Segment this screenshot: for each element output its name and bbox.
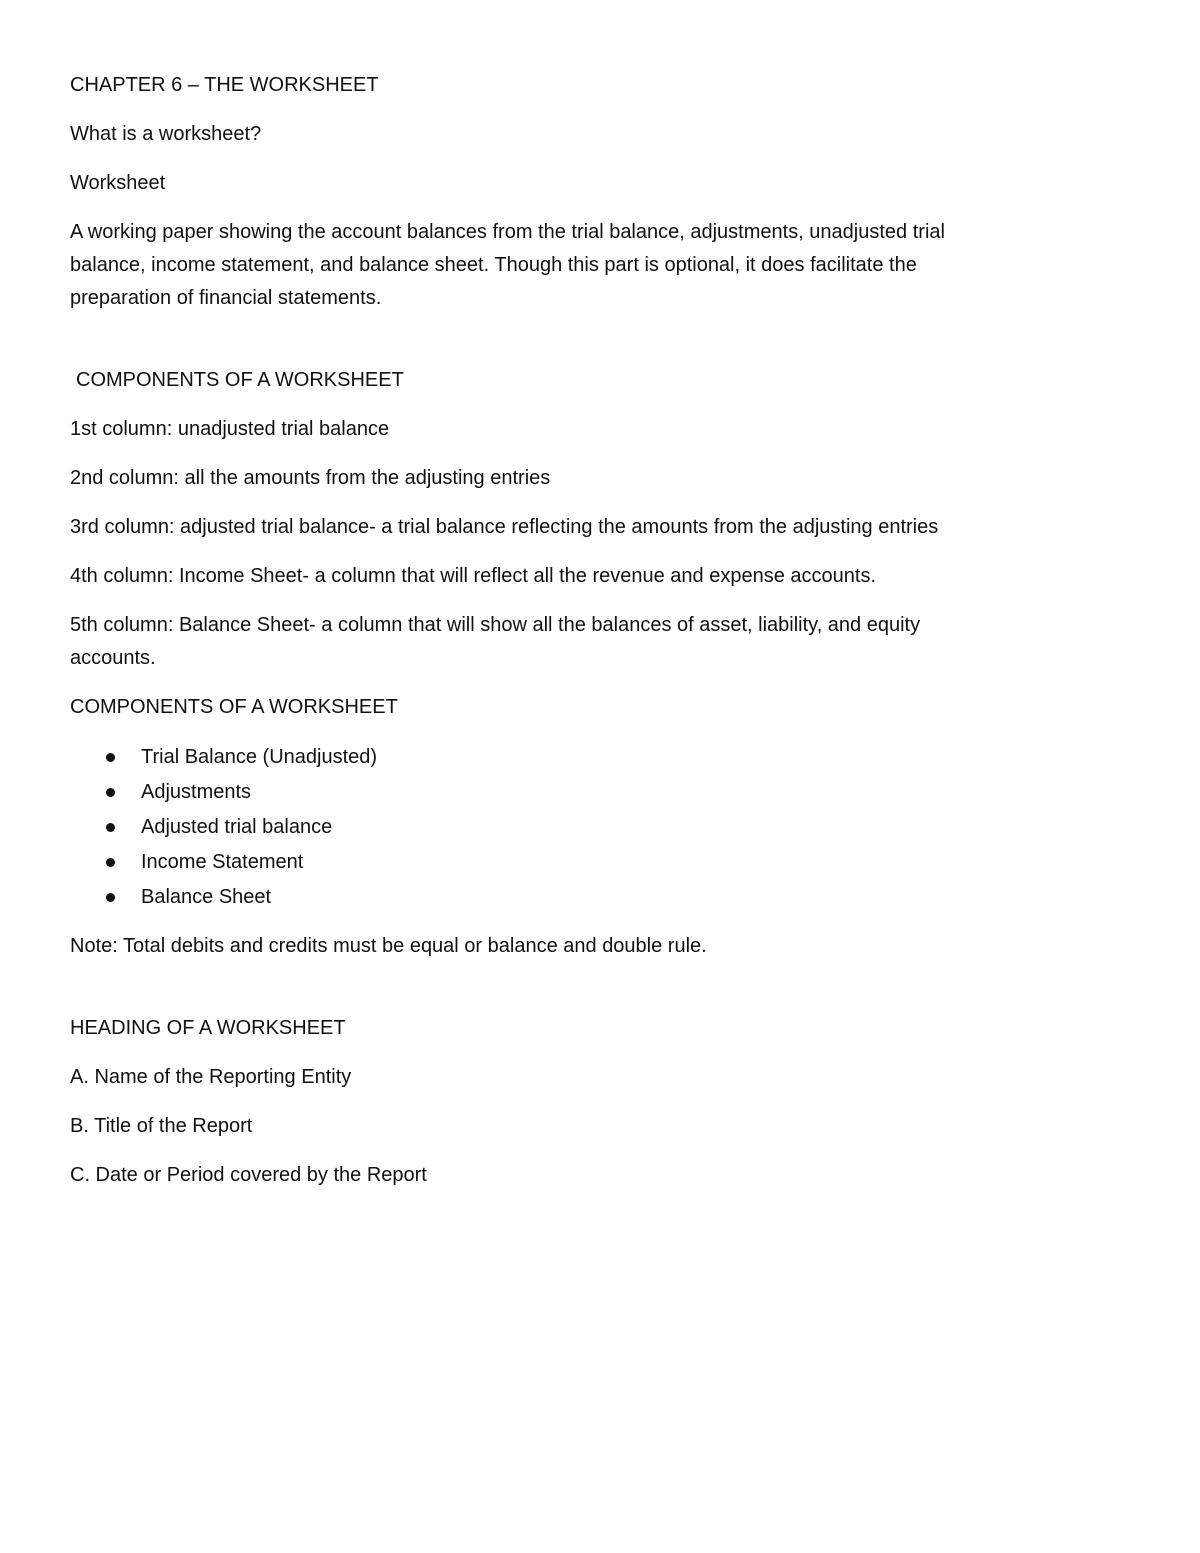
heading-item-c: C. Date or Period covered by the Report xyxy=(70,1164,427,1186)
question-text: What is a worksheet? xyxy=(70,123,262,145)
column-item-5 xyxy=(70,609,1130,675)
column-item-4: 4th column: Income Sheet- a column that will reflect all the revenue and expense accounts. xyxy=(70,565,877,587)
document-page xyxy=(70,69,1130,1208)
heading-item-b: B. Title of the Report xyxy=(70,1115,253,1137)
definition-paragraph xyxy=(70,216,1130,315)
bullet-item: Adjustments xyxy=(70,775,1130,810)
definition-line: balance, income statement, and balance sheet. Though this part is optional, it does facilitate the xyxy=(70,254,917,276)
term-label: Worksheet xyxy=(70,172,166,194)
column-item-1: 1st column: unadjusted trial balance xyxy=(70,418,390,440)
heading-section-title: HEADING OF A WORKSHEET xyxy=(70,1017,346,1039)
components-heading: COMPONENTS OF A WORKSHEET xyxy=(76,369,404,391)
definition-line: A working paper showing the account balances from the trial balance, adjustments, unadjusted trial xyxy=(70,221,945,243)
column-item-5-line: accounts. xyxy=(70,647,156,669)
column-item-3: 3rd column: adjusted trial balance- a trial balance reflecting the amounts from the adjusting entries xyxy=(70,516,939,538)
heading-item-a: A. Name of the Reporting Entity xyxy=(70,1066,352,1088)
bullet-item: Trial Balance (Unadjusted) xyxy=(70,740,1130,775)
bullet-item: Income Statement xyxy=(70,845,1130,880)
note-text: Note: Total debits and credits must be equal or balance and double rule. xyxy=(70,935,707,957)
column-item-2: 2nd column: all the amounts from the adjusting entries xyxy=(70,467,551,489)
bullet-item: Balance Sheet xyxy=(70,880,1130,915)
components-heading-2: COMPONENTS OF A WORKSHEET xyxy=(70,696,398,718)
definition-line: preparation of financial statements. xyxy=(70,287,382,309)
components-bullet-list xyxy=(70,740,1130,915)
bullet-item: Adjusted trial balance xyxy=(70,810,1130,845)
column-item-5-line: 5th column: Balance Sheet- a column that will show all the balances of asset, liability, and equity xyxy=(70,614,921,636)
chapter-title: CHAPTER 6 – THE WORKSHEET xyxy=(70,74,379,96)
